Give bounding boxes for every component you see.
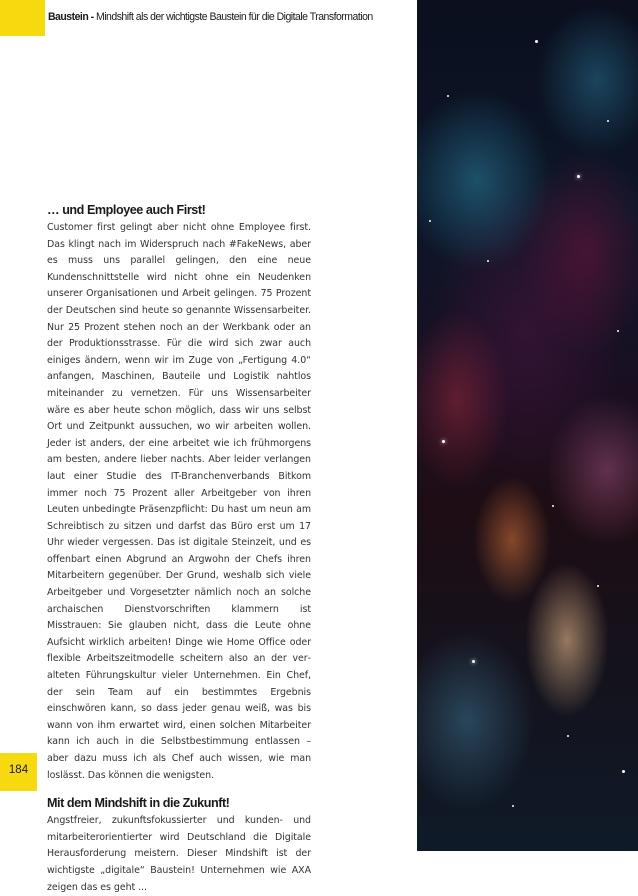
- header-color-tab: [0, 0, 45, 36]
- star-icon: [442, 440, 445, 443]
- star-icon: [577, 175, 580, 178]
- section-heading-employee-first: … und Employee auch First!: [47, 203, 206, 217]
- star-icon: [487, 260, 489, 262]
- paragraph-mindshift: Angstfreier, zukunftsfokussierter und kunden- und mitarbeiterorientierter wird Deutschland die Digitale Herausforderung meistern. Dieser Mindshift ist der wichtigste „digitale“ Baustein! Unternehmen wie AXA zeigen das es geht ...: [47, 815, 311, 893]
- star-icon: [607, 120, 609, 122]
- star-icon: [597, 585, 599, 587]
- star-icon: [617, 330, 619, 332]
- nebula-space-image: [417, 0, 638, 851]
- star-icon: [447, 95, 449, 97]
- star-icon: [622, 770, 625, 773]
- article-body: [47, 203, 311, 896]
- header-subtitle: Mindshift als der wichtigste Baustein für die Digitale Transformation: [96, 11, 373, 23]
- header-brand: Baustein -: [48, 11, 94, 23]
- page-number: 184: [8, 764, 29, 776]
- star-icon: [512, 805, 514, 807]
- paragraph-employee-first: Customer first gelingt aber nicht ohne Employee first. Das klingt nach im Widerspruch nach #FakeNews, aber es muss uns parallel gelingen, den eine neue Kundenschnittstelle wird nicht ohne ein Neudenken unserer Organisationen und Arbeit gelingen. 75 Prozent der Deutschen sind heute so genannte Wissensarbeiter. Nur 25 Prozent stehen noch an der Werkbank oder an der Produktionsstrasse. Für die wird sich zwar auch einiges ändern, wenn wir im Zuge von „Fertigung 4.0“ anfangen, Maschinen, Bauteile und Logistik nahtlos miteinander zu vernetzen. Für uns Wissensarbeiter wäre es aber heute schon möglich, dass wir uns selbst Ort und Zeitpunkt aussuchen, wo wir arbeiten wollen. Jeder ist anders, der eine arbeitet wie ich frühmorgens am besten, andere lieber nachts. Aber leider verlangen laut einer Studie des IT-Branchenverbands Bitkom immer noch 75 Prozent aller Arbeitgeber von ihren Leuten unbedingte Präsenzpflicht: Du hast um neun am Schreibtisch zu sitzen und darfst das Büro erst um 17 Uhr wieder vergessen. Das ist digitale Steinzeit, und es offenbart einen Abgrund an Argwohn der Chefs ihren Mitarbeitern gegenüber. Der Grund, weshalb sich viele Arbeitgeber und Vorgesetzter nämlich noch an solche archaischen Dienstvorschriften klammern ist Misstrauen: Sie glauben nicht, dass die Leute ohne Aufsicht wirklich arbeiten! Dinge wie Home Office oder flexible Arbeitszeitmodelle scheitern also an der veralteten Führungskultur vieler Unternehmen. Ein Chef, der sein Team auf ein bestimmtes Ergebnis einschwören kann, so dass jeder genau weiß, was bis wann von ihm erwartet wird, einen solchen Mitarbeiter kann ich auch in die Selbstbestimmung entlassen – aber dazu muss ich als Chef auch wissen, wie man loslässt. Das können die wenigsten.: [47, 222, 311, 781]
- star-icon: [429, 220, 431, 222]
- page-number-tab: [0, 753, 37, 791]
- running-header: [48, 11, 379, 23]
- star-icon: [472, 660, 475, 663]
- star-icon: [552, 505, 554, 507]
- section-heading-mindshift: Mit dem Mindshift in die Zukunft!: [47, 796, 230, 811]
- star-icon: [535, 40, 538, 43]
- star-icon: [567, 735, 569, 737]
